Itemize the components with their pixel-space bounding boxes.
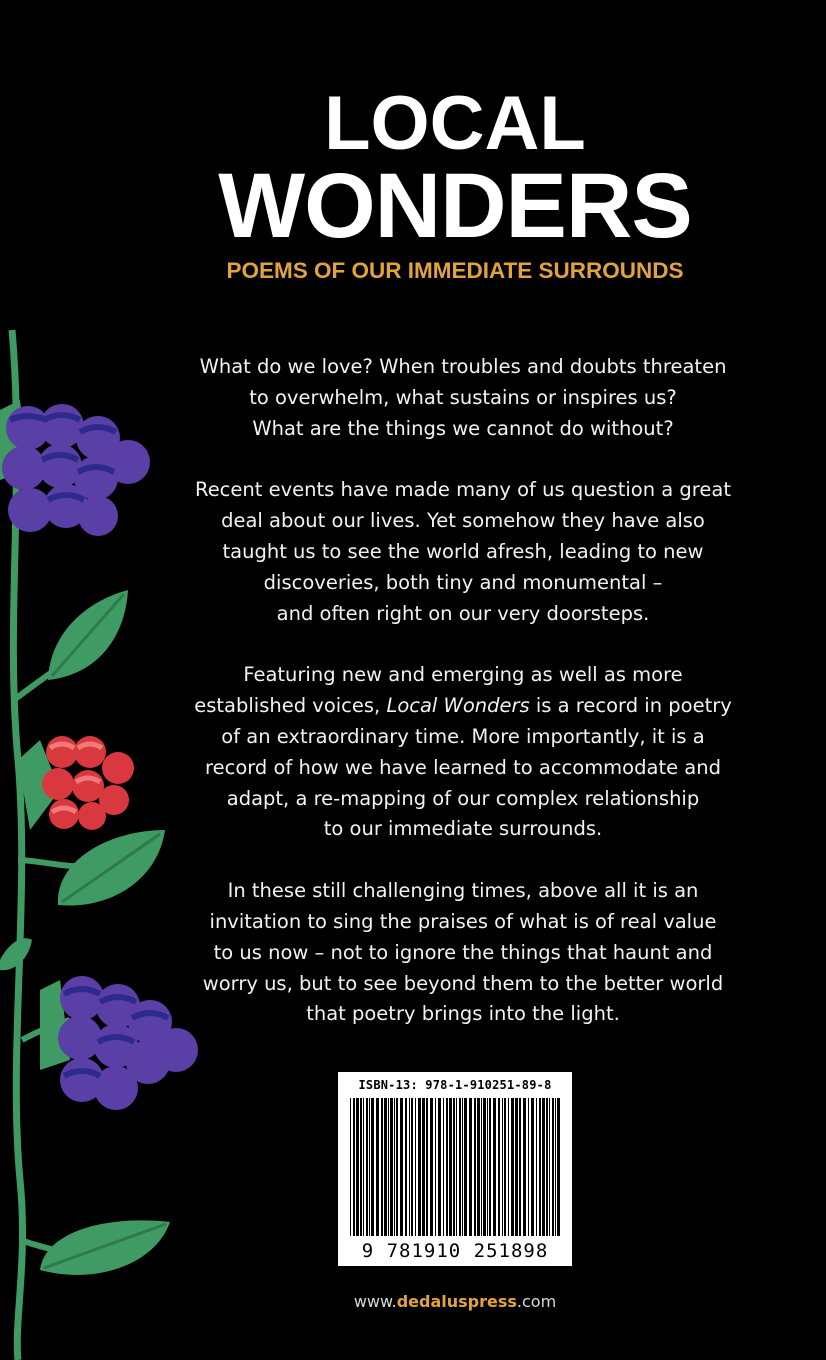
blurb-line: worry us, but to see beyond them to the better world bbox=[202, 971, 724, 995]
barcode-bar bbox=[400, 1098, 403, 1236]
barcode-bar bbox=[493, 1098, 496, 1236]
barcode-bar bbox=[430, 1098, 433, 1236]
blurb-line: record of how we have learned to accommodate and bbox=[205, 755, 721, 779]
barcode-bar bbox=[477, 1098, 480, 1236]
barcode-bar bbox=[523, 1098, 526, 1236]
barcode-bar bbox=[474, 1098, 476, 1236]
book-title-italic: Local Wonders bbox=[386, 694, 530, 718]
barcode-bar bbox=[459, 1098, 461, 1236]
blurb-line: Recent events have made many of us question a great bbox=[195, 478, 731, 502]
title-line-wonders: WONDERS bbox=[218, 155, 692, 257]
barcode-bar bbox=[409, 1098, 410, 1236]
barcode-bar bbox=[549, 1098, 550, 1236]
blurb-line: to our immediate surrounds. bbox=[323, 817, 603, 841]
barcode-bar bbox=[360, 1098, 362, 1236]
barcode-bar bbox=[487, 1098, 488, 1236]
barcode-bar bbox=[443, 1098, 444, 1236]
blurb-line: to us now – not to ignore the things that haunt and bbox=[213, 940, 713, 964]
blurb-line: What are the things we cannot do without? bbox=[252, 416, 674, 440]
barcode-bar bbox=[515, 1098, 518, 1236]
barcode-bar bbox=[371, 1098, 374, 1236]
barcode-bar bbox=[353, 1098, 355, 1236]
barcode-bar bbox=[366, 1098, 368, 1236]
barcode-bar bbox=[369, 1098, 370, 1236]
barcode-bar bbox=[376, 1098, 379, 1236]
leaf-icon bbox=[58, 830, 165, 906]
blurb-line: deal about our lives. Yet somehow they have also bbox=[221, 509, 705, 533]
back-cover-blurb bbox=[168, 352, 758, 1061]
blurb-text: is a record in poetry bbox=[529, 694, 732, 718]
barcode-bar bbox=[498, 1098, 500, 1236]
raspberry-icon bbox=[18, 736, 134, 830]
blurb-text: established voices, bbox=[194, 694, 387, 718]
barcode-bar bbox=[552, 1098, 554, 1236]
barcode-bar bbox=[388, 1098, 389, 1236]
blurb-line: of an extraordinary time. More importantly, it is a bbox=[221, 724, 705, 748]
barcode-bar bbox=[531, 1098, 534, 1236]
blurb-paragraph-3 bbox=[168, 660, 758, 845]
barcode-bar bbox=[422, 1098, 425, 1236]
leaf-icon bbox=[0, 938, 32, 970]
website-brand: dedaluspress bbox=[396, 1292, 517, 1311]
barcode-bar bbox=[502, 1098, 503, 1236]
barcode-bar bbox=[508, 1098, 509, 1236]
blurb-line: discoveries, both tiny and monumental – bbox=[263, 570, 663, 594]
barcode-bar bbox=[418, 1098, 421, 1236]
leaf-icon bbox=[40, 1220, 170, 1275]
barcode-bar bbox=[394, 1098, 395, 1236]
barcode-bar bbox=[483, 1098, 486, 1236]
blurb-line: to overwhelm, what sustains or inspires us? bbox=[249, 385, 677, 409]
barcode-bar bbox=[384, 1098, 387, 1236]
barcode-bar bbox=[435, 1098, 436, 1236]
barcode-bar bbox=[546, 1098, 548, 1236]
barcode-bar bbox=[539, 1098, 541, 1236]
barcode-bars bbox=[348, 1098, 562, 1236]
barcode-bar bbox=[528, 1098, 529, 1236]
blurb-line: What do we love? When troubles and doubts threaten bbox=[199, 355, 727, 378]
barcode-bar bbox=[381, 1098, 383, 1236]
blurb-line: Featuring new and emerging as well as more bbox=[243, 663, 683, 687]
blurb-line: and often right on our very doorsteps. bbox=[276, 601, 650, 625]
barcode-bar bbox=[462, 1098, 463, 1236]
leaf-icon bbox=[48, 590, 128, 680]
blurb-line: that poetry brings into the light. bbox=[306, 1002, 620, 1026]
barcode-bar bbox=[511, 1098, 514, 1236]
barcode-bar bbox=[464, 1098, 467, 1236]
isbn-barcode bbox=[338, 1072, 572, 1266]
barcode-bar bbox=[557, 1098, 560, 1236]
barcode-bar bbox=[363, 1098, 364, 1236]
blurb-line: adapt, a re-mapping of our complex relationship bbox=[226, 786, 700, 810]
barcode-bar bbox=[555, 1098, 556, 1236]
blurb-line: In these still challenging times, above all it is an bbox=[227, 879, 699, 903]
barcode-bar bbox=[446, 1098, 448, 1236]
blurb-paragraph-1 bbox=[168, 352, 758, 444]
barcode-bar bbox=[426, 1098, 428, 1236]
barcode-bar bbox=[411, 1098, 413, 1236]
blurb-line bbox=[168, 691, 758, 722]
barcode-bar bbox=[504, 1098, 506, 1236]
blurb-line: taught us to see the world afresh, leading to new bbox=[222, 539, 704, 563]
blurb-paragraph-4 bbox=[168, 876, 758, 1030]
barcode-bar bbox=[438, 1098, 441, 1236]
blurb-line: invitation to sing the praises of what is of real value bbox=[209, 909, 717, 933]
barcode-bar bbox=[415, 1098, 416, 1236]
barcode-bar bbox=[469, 1098, 472, 1236]
barcode-bar bbox=[396, 1098, 398, 1236]
barcode-bar bbox=[390, 1098, 393, 1236]
barcode-bar bbox=[489, 1098, 491, 1236]
barcode-digits: 9 781910 251898 bbox=[361, 1240, 549, 1262]
publisher-website[interactable] bbox=[250, 1292, 660, 1311]
barcode-bar bbox=[536, 1098, 537, 1236]
subtitle: POEMS OF OUR IMMEDIATE SURROUNDS bbox=[226, 258, 684, 283]
blurb-paragraph-2 bbox=[168, 475, 758, 629]
barcode-bar bbox=[405, 1098, 407, 1236]
barcode-bar bbox=[519, 1098, 521, 1236]
website-suffix: .com bbox=[516, 1292, 557, 1311]
barcode-bar bbox=[542, 1098, 545, 1236]
title-line-local: LOCAL bbox=[324, 81, 586, 166]
isbn-label: ISBN-13: 978-1-910251-89-8 bbox=[358, 1078, 552, 1092]
barcode-bar bbox=[453, 1098, 455, 1236]
barcode-bar bbox=[456, 1098, 457, 1236]
grape-cluster-icon bbox=[0, 400, 150, 536]
barcode-bar bbox=[350, 1098, 351, 1236]
barcode-bar bbox=[481, 1098, 482, 1236]
barcode-bar bbox=[449, 1098, 452, 1236]
barcode-bar bbox=[356, 1098, 359, 1236]
website-prefix: www. bbox=[353, 1292, 397, 1311]
